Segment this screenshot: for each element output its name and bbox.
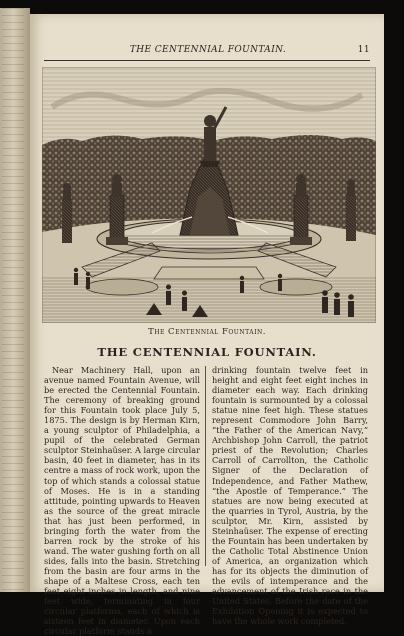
page-number: 11	[357, 45, 370, 55]
facing-page-text-ghost	[2, 8, 24, 592]
figure-caption: The Centennial Fountain.	[148, 327, 266, 337]
article-column-right: drinking fountain twelve feet in height and eight feet eight inches in diameter each way. Each drinking fountain is surmounted by a colossal statue nine feet high. These statues represent Commodore John Barry, “the Father of the American Navy,” Archbishop John Carroll, the patriot priest of the Revolution; Charles Carroll of Carrollton, the Catholic Signer of the Declaration of Independence, and Father Mathew, “the Apostle of Temperance.” The statues are now being executed at the quarries in Tyrol, Austria, by the sculptor, Mr. Kirn, assisted by Steinhaüser. The expense of erecting the Fountain has been undertaken by the Catholic Total Abstinence Union of America, an organization which has for its objects the diminution of the evils of intemperance and the advancement of the Irish race in the United States. Before the date of the Exhibition Opening it is expected to have the whole work completed.	[212, 365, 368, 627]
fountain-engraving	[42, 67, 376, 323]
facing-page-edge	[0, 8, 30, 592]
article-title: THE CENTENNIAL FOUNTAIN.	[97, 345, 317, 359]
column-divider	[205, 366, 206, 566]
book-page	[30, 14, 384, 636]
header-rule	[44, 60, 370, 61]
running-head-title: THE CENTENNIAL FOUNTAIN.	[129, 45, 287, 55]
article-column-left: Near Machinery Hall, upon an avenue named Fountain Avenue, will be erected the Centennial Fountain. The ceremony of breaking ground for this Fountain took place July 5, 1875. The design is by Herman Kirn, a young sculptor of Philadelphia, a pupil of the celebrated German sculptor Steinhaüser. A large circular basin, 40 feet in diameter, has in its centre a mass of rock work, upon the top of which stands a colossal statue of Moses. He is in a standing attitude, pointing upwards to Heaven as the source of the great miracle that has just been performed, in bringing forth the water from the barren rock by the stroke of his wand. The water gushing forth on all sides, falls into the basin. Stretching from the basin are four arms in the shape of a Maltese Cross, each ten feet eight inches in length, and nine feet wide, terminating in four circular platforms, each of which is sixteen feet in diameter. Upon each circular platform stands a	[44, 365, 200, 636]
running-head	[44, 45, 372, 59]
